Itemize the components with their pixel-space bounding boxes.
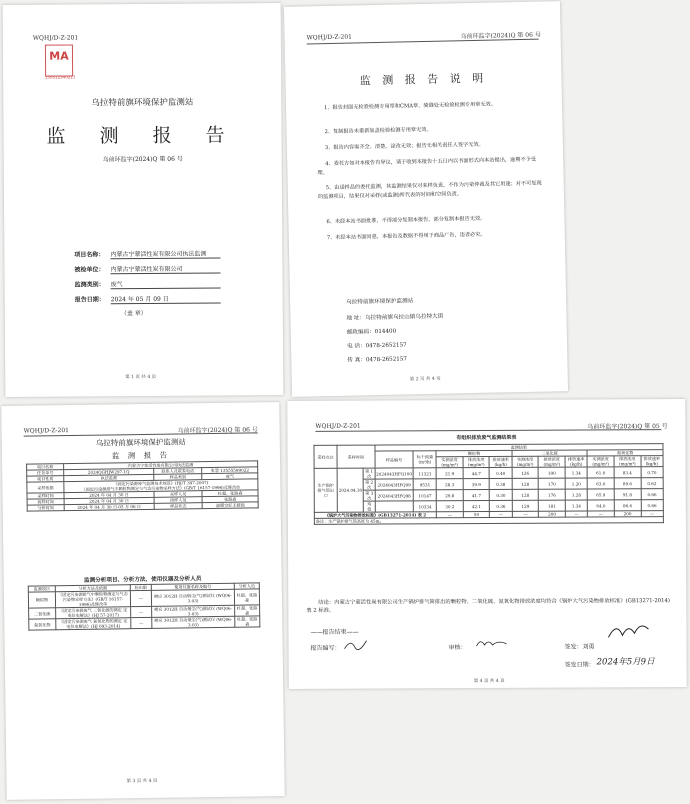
- info-value: 0478-2652157: [365, 356, 408, 364]
- report-number: 乌前环监字(2024)Q 第 06 号: [177, 426, 258, 435]
- writer-label: 报告编写：: [310, 644, 341, 652]
- field-label: 项目名称：: [74, 251, 105, 259]
- cell: 176: [539, 489, 566, 500]
- cell: —: [131, 606, 152, 617]
- cell: 《固定污染源排气中颗粒物测定与气态污染物采样方法》(GB/T 16157-1996)及修改单: [55, 591, 130, 608]
- cell: 1.34: [565, 467, 587, 478]
- cell: 63.0: [587, 478, 614, 489]
- cell: 样品状态: [154, 503, 202, 510]
- cell: 滤膜完好无破损: [202, 502, 258, 509]
- info-label: 地 址：: [346, 315, 366, 322]
- organization-name: 乌拉特前旗环境保护监测站: [91, 97, 194, 109]
- cell: 200: [614, 511, 641, 517]
- field-label: 报告日期：: [74, 296, 105, 304]
- cell: 129: [512, 500, 539, 511]
- report-title: 监 测 报 告: [111, 450, 171, 461]
- cell: 第 2 次: [365, 479, 374, 490]
- cell: 1.20: [565, 478, 587, 489]
- cell: 11321: [413, 468, 436, 479]
- cell: 执法监测: [64, 474, 154, 481]
- note-item: 7、未经本站书面同意，本报告及数据不得用于商品广告，违者必究。: [326, 231, 486, 242]
- cma-logo-icon: [44, 44, 76, 80]
- report-number: 乌前环监字(2024)Q 第 05 号: [587, 423, 668, 431]
- cell: 《固定污染源废气 氮氧化物的测定 定电位电解法》(HJ 693-2014): [56, 618, 131, 630]
- cell: 2024QGHJW297-1Q: [64, 468, 154, 475]
- header-cell: 排放速率(kg/h): [490, 456, 512, 467]
- cell: 28.3: [436, 479, 463, 490]
- header-cell: 排放浓度(mg/m³): [463, 456, 490, 467]
- page-footer: 第 1 页 共 4 页: [125, 374, 157, 381]
- cell: 50: [463, 511, 490, 517]
- cell: 42.1: [463, 500, 490, 511]
- results-table: [313, 443, 663, 525]
- results-page: [287, 399, 687, 689]
- page-footer: 第 4 页 共 4 页: [473, 678, 505, 685]
- cell: 128: [512, 489, 539, 500]
- reviewer-label: 审核：: [448, 644, 467, 652]
- header-cell: 分析人员: [234, 583, 259, 589]
- issue-date-handwritten: 2024年5月9日: [596, 657, 655, 668]
- issue-date-label: 签发日期：: [564, 661, 595, 669]
- page-footer: 第 3 页 共 4 页: [126, 778, 158, 785]
- field-label: 被检单位：: [74, 266, 105, 274]
- cell: 2024 年 04 月 30 日: [64, 497, 154, 504]
- results-table-title: 有组织排放废气监测结果表: [456, 434, 517, 442]
- cell: —: [588, 511, 615, 517]
- cell: 备注：生产锅炉排气筒高度为 45m。: [314, 517, 663, 525]
- cell: 《锅炉大气污染物排放标准》(GB13271-2014) 表 2: [314, 512, 436, 519]
- cell: 任务单号: [27, 470, 64, 477]
- cell: 61.0: [587, 467, 614, 478]
- logo-number: 150512340213: [44, 74, 76, 80]
- info-value: 014400: [374, 328, 397, 336]
- cell: 0.62: [641, 478, 664, 489]
- cell: —: [565, 511, 587, 517]
- cell: 颗粒物: [28, 592, 55, 608]
- cell: 崂应 3012H 自动烟尘(气)测试仪 (WQ06-3-03): [152, 616, 235, 628]
- cell: 2024 年 04 月 30 日-05 月 06 日: [64, 503, 154, 510]
- cell: 10334: [414, 501, 437, 512]
- cell: 内蒙古宁蒙活性炭有限公司执法监测: [64, 461, 258, 470]
- header-cell: 排放速率(kg/h): [565, 456, 587, 467]
- org-name: 乌拉特前旗环境保护监测站: [346, 298, 414, 306]
- methods-table: [28, 582, 261, 630]
- signature-icon: [474, 636, 508, 650]
- cell: —: [641, 511, 663, 517]
- header-cell: 二氧化硫: [512, 450, 588, 456]
- header-cell: 分析方法及依据: [55, 585, 130, 592]
- cell: 2024043HFQ99: [375, 479, 414, 490]
- issuer-signature: [606, 619, 650, 646]
- issuer-label: 签发：刘勇: [564, 643, 595, 651]
- reviewer-signature: [474, 636, 508, 653]
- header-cell: 监测结果: [375, 444, 663, 452]
- cover-page: [3, 3, 284, 397]
- cell: 0.30: [490, 489, 512, 500]
- cell: 39.9: [463, 478, 490, 489]
- cell: 崂应 3012H 自动烟尘(气)测试仪 (WQ06-3-03): [151, 589, 234, 606]
- cell: 均值: [364, 501, 375, 512]
- cell: 0.70: [641, 467, 664, 478]
- cell: 接样时间: [27, 499, 64, 506]
- cell: 2024 年 04 月 30 日: [64, 491, 154, 498]
- cell: 杜超、张路森: [234, 589, 259, 605]
- field-value: 内蒙古宁蒙活性炭有限公司执法监测: [110, 248, 220, 259]
- signature-icon: [342, 637, 368, 653]
- doc-code: WQHJ/D-Z-201: [23, 427, 70, 435]
- cell: 联系人及联系电话: [154, 468, 202, 475]
- info-label: 传 真：: [347, 357, 366, 364]
- doc-code: WQHJ/D-Z-201: [315, 422, 361, 430]
- cell: 二氧化硫: [29, 608, 56, 619]
- cell-line: 《固定污染源废气监测技术规范》(HJ/T 397-2007): [113, 480, 209, 487]
- page-footer: 第 2 页 共 4 页: [409, 376, 441, 383]
- info-label: 邮政编码：: [346, 329, 375, 336]
- report-end: ——报告结束——: [310, 628, 359, 636]
- cell: 张路森: [202, 496, 258, 503]
- note-item: 3、报告内容需齐全、清楚，涂改无效；报告无相关责任人签字无效。: [324, 141, 484, 152]
- field-value: 2024 年 05 月 09 日: [111, 293, 221, 304]
- header-cell: 实测浓度(mg/m³): [436, 457, 463, 468]
- seal-placeholder: （盖 章）: [120, 309, 147, 318]
- cell: 44.7: [463, 467, 490, 478]
- cell: 第 1 次: [365, 468, 374, 479]
- note-item: 6、未经本站书面批准，不得部分复制本报告，部分复制本报告无效。: [326, 215, 486, 226]
- cell: 181: [539, 500, 566, 511]
- cell: 0.38: [490, 478, 512, 489]
- doc-code: WQHJ/D-Z-201: [32, 34, 79, 42]
- cell: 氮氧化物: [29, 619, 56, 630]
- cell: 126: [512, 467, 539, 478]
- report-number: 乌前环监字(2024)Q 第 06 号: [460, 31, 541, 41]
- header-cell: 检出限: [130, 584, 151, 590]
- field-label: 监测类别：: [74, 281, 105, 289]
- cell: 65.9: [588, 489, 615, 500]
- header-rule: [315, 429, 661, 432]
- cell: 分析时间: [27, 505, 64, 512]
- note-item: 5、由送样品的委托监测，其监测结果仅对来样负责，不作为污染仲裁及其它用途；对不可复现的监测项目，结果仅对采样(或监测)所代表的时间和空间负责。: [317, 180, 542, 200]
- header-cell: 颗粒物: [436, 450, 512, 456]
- cell: 采样人员: [154, 491, 202, 498]
- cell: 1.28: [565, 489, 587, 500]
- cell: 91.8: [614, 489, 641, 500]
- report-title: 监 测 报 告: [46, 124, 239, 148]
- cell: 89.6: [614, 478, 641, 489]
- info-page: [1, 402, 284, 800]
- note-item: 2、复制报告未重新加盖检验检测专用章无效。: [324, 126, 432, 136]
- cell: 128: [512, 478, 539, 489]
- header-cell: 标干流量(m³/h): [413, 451, 436, 468]
- cell-line: 《固定污染源排气中颗粒物测定与气态污染物采样方法》(GB/T 16157-1996)及修改单: [81, 484, 241, 492]
- conclusion-text: 结论：内蒙古宁蒙活性炭有限公司生产锅炉排气筒排出的颗粒物、二氧化硫、氮氧化物排放浓度均符合《锅炉大气污染物排放标准》(GB13271-2014) 表 2 标准。: [306, 598, 670, 614]
- cell: 采样时间: [27, 493, 64, 500]
- info-value: 乌拉特前旗乌拉山镇乌拉特大街: [364, 313, 444, 322]
- header-cell: 监测项目: [28, 586, 55, 592]
- header-cell: 排放浓度(mg/m³): [538, 456, 565, 467]
- cell: 0.40: [490, 467, 512, 478]
- cell: 杜超、张路森: [202, 490, 258, 497]
- cell: 86.6: [614, 500, 641, 511]
- cell: 170: [539, 478, 566, 489]
- info-table: [26, 460, 259, 511]
- field-value: 废气: [111, 278, 221, 289]
- doc-code: WQHJ/D-Z-201: [306, 33, 353, 42]
- cell: 83.4: [614, 467, 641, 478]
- cell: —: [130, 590, 151, 606]
- cell: 2024043HFQ100: [375, 468, 414, 479]
- cell: —: [512, 511, 539, 517]
- note-item: 4、委托方如对本报告有异议，请于收到本报告十五日内以书面形式向本站提出，逾期不予受理。: [317, 156, 537, 176]
- table-row: [314, 517, 663, 525]
- writer-signature: [342, 637, 368, 656]
- info-label: 电 话：: [347, 343, 366, 350]
- note-item: 1、报告封面无检验检测专用章和CMA章、骑缝处无检验检测专用章无效。: [324, 101, 497, 112]
- header-cell: 排放速率(kg/h): [641, 456, 664, 467]
- cell: 《固定污染源废气 二氧化硫的测定 定电位电解法》(HJ 57-2017): [56, 607, 131, 619]
- cell: 9531: [414, 479, 437, 490]
- field-value: 内蒙古宁蒙活性炭有限公司: [110, 263, 220, 274]
- cell: 废气: [202, 473, 258, 480]
- cell: 29.8: [436, 490, 463, 501]
- info-value: 0478-2652157: [365, 342, 407, 350]
- cell: [375, 501, 414, 512]
- header-cell: 氮氧化物: [587, 450, 663, 456]
- cell: 200: [539, 511, 566, 517]
- signature-icon: [606, 619, 650, 643]
- cell: 1.34: [565, 500, 587, 511]
- cell: 接样人员: [154, 497, 202, 504]
- organization-name: 乌拉特前旗环境保护监测站: [95, 437, 186, 448]
- methods-subtitle: 监测分析项目、分析方法、使用仪器及分析人员: [83, 576, 202, 584]
- cell: 采样依据: [27, 482, 64, 494]
- cell: 2024043HFQ98: [375, 490, 414, 501]
- cell: —: [131, 617, 152, 628]
- cell: 项目性质: [27, 476, 64, 483]
- cell: —: [490, 511, 512, 517]
- cell: 张慧 13555599022: [202, 467, 258, 474]
- notes-title: 监 测 报 告 说 明: [359, 71, 488, 88]
- cell: 第 3 次: [365, 490, 374, 501]
- cell: 10147: [414, 490, 437, 501]
- cell: 30.2: [437, 501, 464, 512]
- cell: 杜超、张路森: [235, 616, 260, 627]
- header-cell: 样品编号: [375, 451, 414, 468]
- table-row: [29, 616, 260, 630]
- header-cell: 采样点位: [314, 445, 337, 468]
- cell: —: [437, 512, 464, 518]
- header-cell: 排放浓度(mg/m³): [614, 456, 641, 467]
- cell: 2024.04.30: [337, 468, 364, 512]
- cell: 项目名称: [27, 464, 64, 471]
- cell: 0.66: [641, 489, 664, 500]
- header-cell: 采样时间: [337, 445, 375, 468]
- cell: 0.36: [490, 500, 512, 511]
- report-number: 乌前环监字(2024)Q 第 06 号: [102, 155, 183, 164]
- notes-page: [284, 1, 568, 397]
- header-cell: 实测浓度(mg/m³): [587, 456, 614, 467]
- cell: 崂应 3012H 自动烟尘(气)测试仪 (WQ06-3-03): [152, 605, 235, 617]
- cell: 21.9: [436, 468, 463, 479]
- cell: 41.7: [463, 489, 490, 500]
- cell: 0.66: [641, 500, 664, 511]
- header-cell: 实测浓度(mg/m³): [512, 456, 539, 467]
- cell: 生产锅炉排气筒出口: [314, 468, 337, 512]
- cell: 杜超、张路森: [235, 605, 260, 616]
- header-cell: 使用仪器名称及编号: [151, 583, 234, 590]
- logo-text: MA: [49, 49, 69, 63]
- cell: 样品类别: [154, 474, 202, 481]
- cell: 190: [538, 467, 565, 478]
- cell: 64.0: [588, 500, 615, 511]
